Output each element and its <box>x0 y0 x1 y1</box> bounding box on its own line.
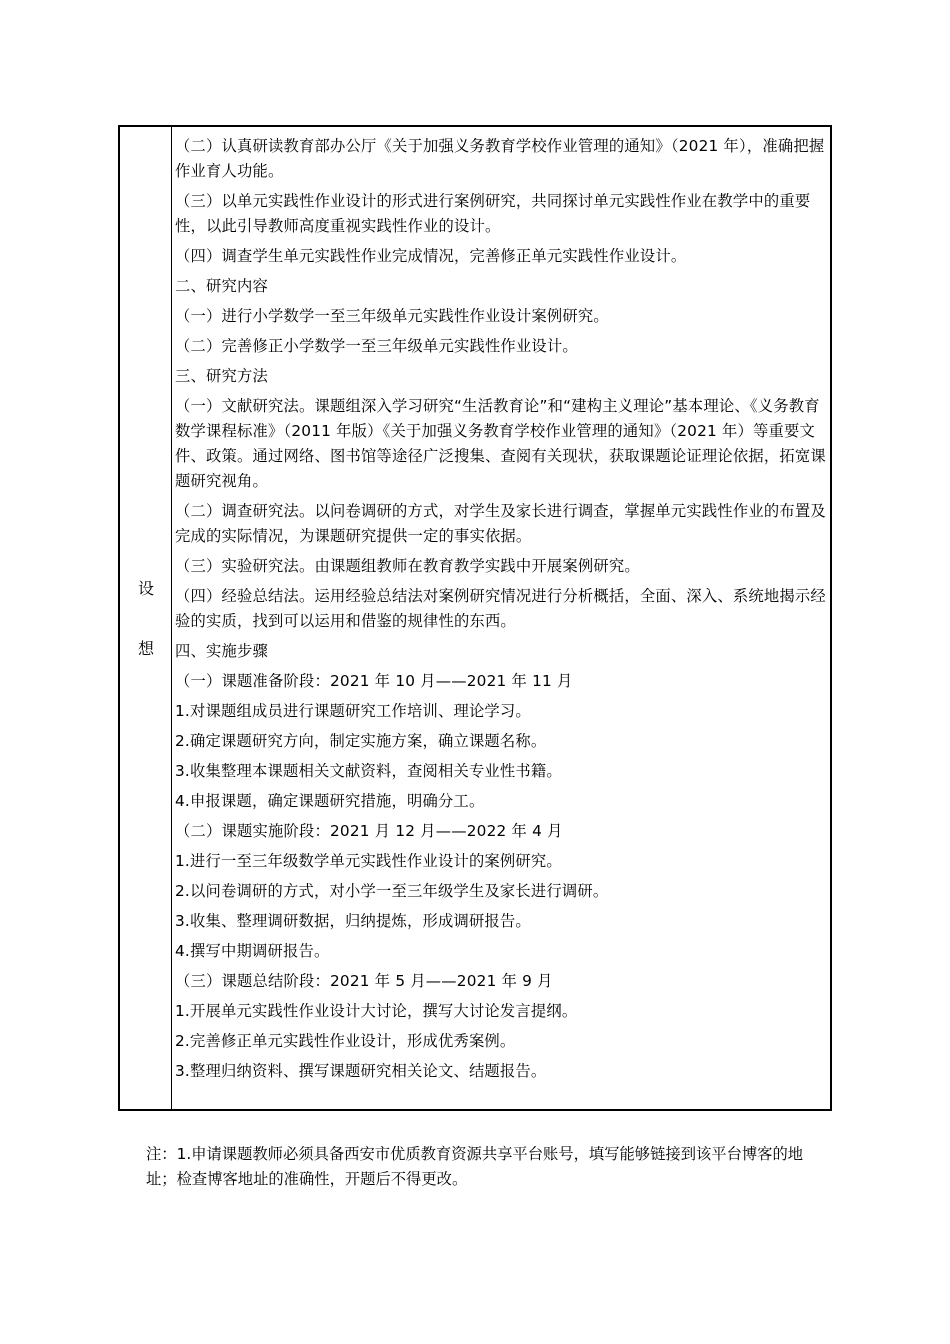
list-item: 4.申报课题，确定课题研究措施，明确分工。 <box>175 792 485 810</box>
paragraph: （二）认真研读教育部办公厅《关于加强义务教育学校作业管理的通知》（2021 年），准确把握作业育人功能。 <box>175 137 825 180</box>
list-item: 1.进行一至三年级数学单元实践性作业设计的案例研究。 <box>175 852 562 870</box>
paragraph: （三）实验研究法。由课题组教师在教育教学实践中开展案例研究。 <box>175 557 640 575</box>
list-item: 2.以问卷调研的方式，对小学一至三年级学生及家长进行调研。 <box>175 882 609 900</box>
paragraph: （二）完善修正小学数学一至三年级单元实践性作业设计。 <box>175 337 578 355</box>
list-item: 1.对课题组成员进行课题研究工作培训、理论学习。 <box>175 702 531 720</box>
list-item: 3.收集整理本课题相关文献资料，查阅相关专业性书籍。 <box>175 762 562 780</box>
stage-heading: （三）课题总结阶段：2021 年 5 月——2021 年 9 月 <box>175 972 553 990</box>
list-item: 2.完善修正单元实践性作业设计，形成优秀案例。 <box>175 1032 516 1050</box>
list-item: 2.确定课题研究方向，制定实施方案，确立课题名称。 <box>175 732 547 750</box>
paragraph: （三）以单元实践性作业设计的形式进行案例研究，共同探讨单元实践性作业在教学中的重要性，以此引导教师高度重视实践性作业的设计。 <box>175 192 811 235</box>
paragraph: （一）进行小学数学一至三年级单元实践性作业设计案例研究。 <box>175 307 609 325</box>
plan-table <box>118 125 832 1111</box>
row-label-char-1: 设 <box>137 579 154 598</box>
paragraph: （二）调查研究法。以问卷调研的方式，对学生及家长进行调查，掌握单元实践性作业的布置及完成的实际情况，为课题研究提供一定的事实依据。 <box>175 502 826 545</box>
paragraph: （四）调查学生单元实践性作业完成情况，完善修正单元实践性作业设计。 <box>175 247 687 265</box>
section-heading: 四、实施步骤 <box>175 642 268 660</box>
plan-content-cell <box>175 134 830 1089</box>
row-label-cell <box>120 127 172 1109</box>
section-heading: 二、研究内容 <box>175 277 268 295</box>
stage-heading: （二）课题实施阶段：2021 月 12 月——2022 年 4 月 <box>175 822 563 840</box>
paragraph: （一）文献研究法。课题组深入学习研究“生活教育论”和“建构主义理论”基本理论、《义务教育数学课程标准》（2011 年版）《关于加强义务教育学校作业管理的通知》（2021 年）等重要文件、政策。通过网络、图书馆等途径广泛搜集、查阅有关现状，获取课题论证理论依据，拓宽课题研究视角。 <box>175 397 826 490</box>
stage-heading: （一）课题准备阶段：2021 年 10 月——2021 年 11 月 <box>175 672 573 690</box>
list-item: 4.撰写中期调研报告。 <box>175 942 330 960</box>
list-item: 1.开展单元实践性作业设计大讨论，撰写大讨论发言提纲。 <box>175 1002 578 1020</box>
paragraph: （四）经验总结法。运用经验总结法对案例研究情况进行分析概括，全面、深入、系统地揭示经验的实质，找到可以运用和借鉴的规律性的东西。 <box>175 587 826 630</box>
row-label-char-2: 想 <box>137 639 154 658</box>
list-item: 3.收集、整理调研数据，归纳提炼，形成调研报告。 <box>175 912 531 930</box>
list-item: 3.整理归纳资料、撰写课题研究相关论文、结题报告。 <box>175 1062 547 1080</box>
footnote: 注：1.申请课题教师必须具备西安市优质教育资源共享平台账号，填写能够链接到该平台博客的地址；检查博客地址的准确性，开题后不得更改。 <box>146 1145 804 1188</box>
section-heading: 三、研究方法 <box>175 367 268 385</box>
